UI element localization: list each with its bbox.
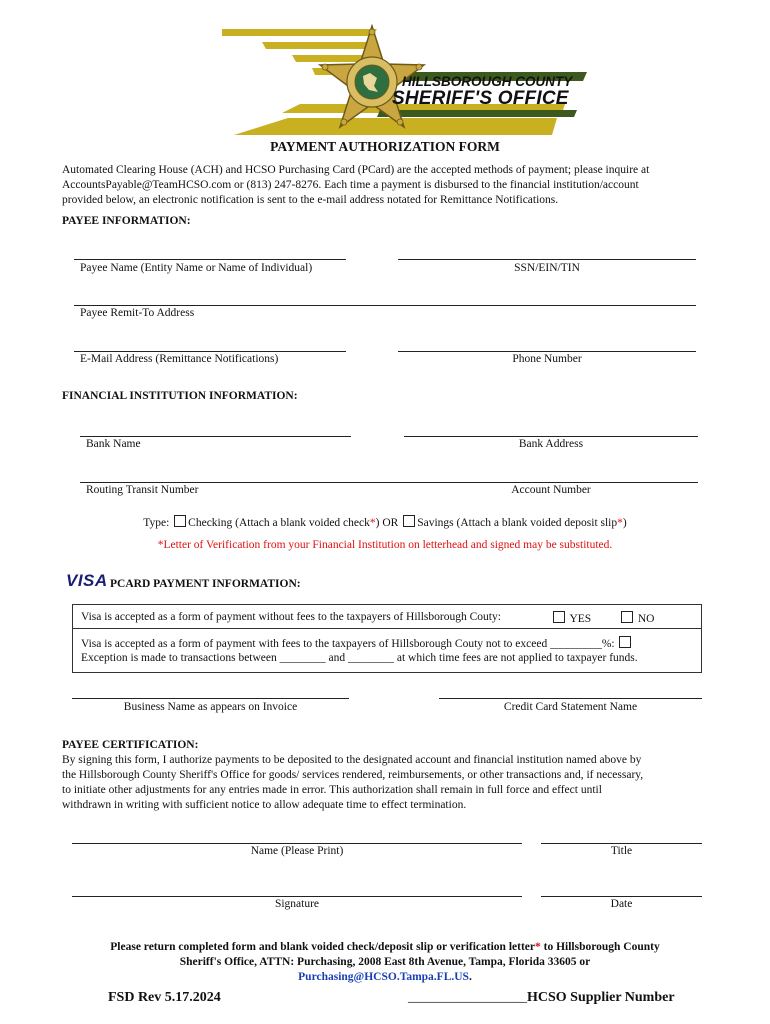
certification-heading: PAYEE CERTIFICATION:: [62, 739, 199, 751]
remit-address-field[interactable]: [74, 305, 696, 306]
intro-line-2: AccountsPayable@TeamHCSO.com or (813) 247-8276. Each time a payment is disbursed to the financial institution/account: [62, 179, 639, 191]
no-label: NO: [637, 613, 655, 625]
phone-field[interactable]: [398, 351, 696, 352]
yes-checkbox[interactable]: [553, 611, 565, 623]
title-label: Title: [610, 845, 633, 857]
return-line-1a: Please return completed form and blank voided check/deposit slip or verification letter: [110, 941, 535, 953]
no-checkbox[interactable]: [621, 611, 633, 623]
phone-label: Phone Number: [512, 353, 582, 365]
yes-option: [551, 611, 591, 625]
business-name-label: Business Name as appears on Invoice: [123, 701, 298, 713]
fee-text-label: Visa is accepted as a form of payment with fees to the taxpayers of Hillsborough Couty not to exceed _________%:: [81, 638, 615, 650]
no-option: [619, 611, 655, 625]
print-name-label: Name (Please Print): [250, 845, 344, 857]
checking-checkbox[interactable]: [174, 515, 186, 527]
email-label: E-Mail Address (Remittance Notifications): [80, 353, 279, 365]
bank-address-label: Bank Address: [518, 438, 584, 450]
cert-line-4: withdrawn in writing with sufficient notice to allow adequate time to effect termination.: [62, 799, 467, 811]
agency-name-line1: HILLSBOROUGH COUNTY: [402, 74, 573, 89]
agency-logo: [222, 24, 592, 140]
cert-line-3: to initiate other adjustments for any entries made in error. This authorization shall remain in full force and effect until: [62, 784, 602, 796]
ssn-label: SSN/EIN/TIN: [514, 262, 580, 274]
visa-logo: VISA: [66, 571, 108, 590]
intro-paragraph: [62, 163, 752, 208]
title-field[interactable]: [541, 843, 702, 844]
no-fee-text: Visa is accepted as a form of payment without fees to the taxpayers of Hillsborough Couty:: [81, 611, 501, 623]
checking-asterisk: *: [369, 517, 376, 529]
intro-line-3: provided below, an electronic notification is sent to the e-mail address notated for Remittance Notifications.: [62, 194, 559, 206]
date-label: Date: [610, 898, 633, 910]
purchasing-email-link[interactable]: Purchasing@HCSO.Tampa.FL.US: [298, 971, 469, 983]
bank-name-field[interactable]: [80, 436, 351, 437]
bank-name-label: Bank Name: [86, 438, 141, 450]
payee-heading: PAYEE INFORMATION:: [62, 215, 191, 227]
fee-checkbox[interactable]: [619, 636, 631, 648]
statement-name-label: Credit Card Statement Name: [503, 701, 638, 713]
business-name-field[interactable]: [72, 698, 349, 699]
payee-name-field[interactable]: [74, 259, 346, 260]
return-line-1: [0, 940, 770, 955]
savings-checkbox[interactable]: [403, 515, 415, 527]
fee-text: [81, 636, 633, 650]
or-label: ) OR: [375, 517, 399, 529]
remit-address-label: Payee Remit-To Address: [80, 307, 195, 319]
date-field[interactable]: [541, 896, 702, 897]
intro-line-1: Automated Clearing House (ACH) and HCSO Purchasing Card (PCard) are the accepted methods of payment; please inquire at: [62, 164, 650, 176]
payee-name-label: Payee Name (Entity Name or Name of Individual): [80, 262, 313, 274]
return-line-2: Sheriff's Office, ATTN: Purchasing, 2008 East 8th Avenue, Tampa, Florida 33605 or: [179, 956, 591, 968]
bank-address-field[interactable]: [404, 436, 698, 437]
return-instructions: [0, 940, 770, 985]
savings-label: Savings (Attach a blank voided deposit slip: [417, 517, 618, 529]
print-name-field[interactable]: [72, 843, 522, 844]
signature-field[interactable]: [72, 896, 522, 897]
return-asterisk: *: [534, 941, 541, 953]
revision-label: FSD Rev 5.17.2024: [108, 990, 221, 1005]
email-field[interactable]: [74, 351, 346, 352]
checking-label: Checking (Attach a blank voided check: [188, 517, 370, 529]
savings-asterisk: *: [617, 517, 623, 529]
financial-heading: FINANCIAL INSTITUTION INFORMATION:: [62, 390, 298, 402]
type-label: Type:: [143, 517, 170, 529]
signature-label: Signature: [274, 898, 320, 910]
cert-line-2: the Hillsborough County Sheriff's Office for goods/ services rendered, reimbursements, or other transactions and, if necessary,: [62, 769, 644, 781]
pcard-box-bottom: [72, 628, 702, 673]
period: .: [468, 971, 472, 983]
statement-name-field[interactable]: [439, 698, 702, 699]
pcard-box-top: [72, 604, 702, 629]
close-paren: ): [622, 517, 627, 529]
agency-name-line2: SHERIFF'S OFFICE: [392, 88, 569, 109]
certification-paragraph: [62, 753, 762, 813]
supplier-number-blank[interactable]: _________________: [408, 990, 527, 1005]
account-field[interactable]: [80, 482, 698, 483]
return-line-3: [0, 970, 770, 985]
supplier-number: [408, 990, 675, 1006]
exception-text: Exception is made to transactions between ________ and ________ at which time fees are not applied to taxpayer funds.: [81, 652, 638, 664]
return-line-1b: to Hillsborough County: [540, 941, 660, 953]
routing-label: Routing Transit Number: [86, 484, 199, 496]
verification-note: *Letter of Verification from your Financial Institution on letterhead and signed may be substituted.: [157, 539, 613, 551]
form-title: PAYMENT AUTHORIZATION FORM: [270, 139, 500, 154]
account-label: Account Number: [511, 484, 591, 496]
ssn-field[interactable]: [398, 259, 696, 260]
yes-label: YES: [569, 613, 592, 625]
account-type-row: [0, 515, 770, 529]
pcard-heading: PCARD PAYMENT INFORMATION:: [110, 578, 301, 590]
cert-line-1: By signing this form, I authorize payments to be deposited to the designated account and financial institution named above by: [62, 754, 642, 766]
supplier-number-label: HCSO Supplier Number: [527, 990, 675, 1005]
